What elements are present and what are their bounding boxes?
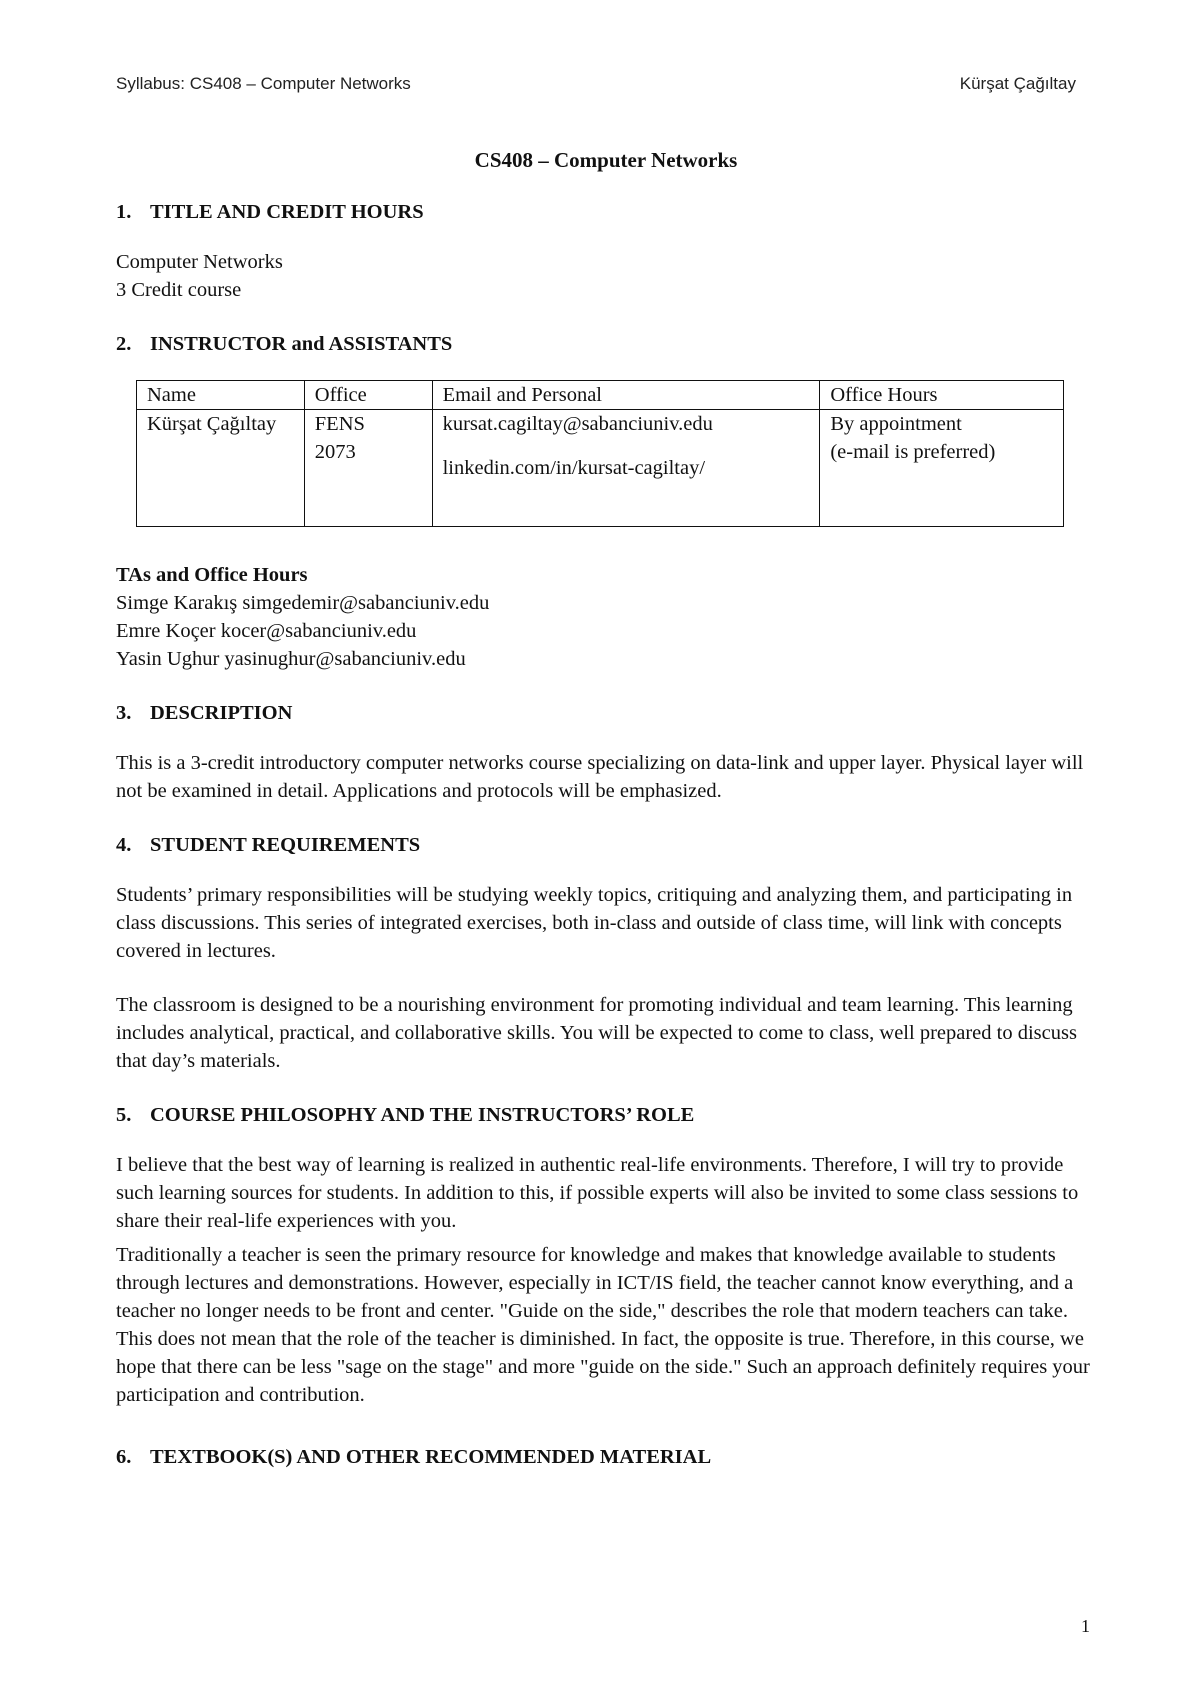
table-header-name: Name (137, 381, 305, 410)
instructor-hours-cell (820, 410, 1064, 527)
philosophy-paragraph-2: Traditionally a teacher is seen the primary resource for knowledge and makes that knowledge available to students through lectures and demonstrations. However, especially in ICT/IS field, the teacher cannot know everything, and a teacher no longer needs to be front and center. "Guide on the side," describes the role that modern teachers can take. This does not mean that the role of the teacher is diminished. In fact, the opposite is true. Therefore, in this course, we hope that there can be less "sage on the stage" and more "guide on the side." Such an approach definitely requires your participation and contribution. (116, 1244, 1090, 1406)
section-6-heading (116, 1443, 1096, 1471)
instructor-office-cell (304, 410, 432, 527)
instructor-contact-cell (432, 410, 820, 527)
instructor-name-cell (137, 410, 305, 527)
table-header-email: Email and Personal (432, 381, 820, 410)
table-header-office: Office (304, 381, 432, 410)
table-row (137, 410, 1064, 527)
office-building: FENS (314, 413, 365, 435)
running-header (116, 74, 1076, 94)
header-course-title: Syllabus: CS408 – Computer Networks (116, 74, 411, 93)
section-3-heading (116, 699, 1096, 727)
section-2-title: INSTRUCTOR and ASSISTANTS (150, 333, 453, 355)
section-2-heading (116, 330, 1096, 358)
instructor-table (136, 380, 1064, 527)
section-4-heading (116, 831, 1096, 859)
section-1-heading (116, 198, 1096, 226)
ta-list (116, 561, 1096, 673)
table-header-row (137, 381, 1064, 410)
ta-heading: TAs and Office Hours (116, 564, 308, 586)
list-item: Simge Karakış simgedemir@sabanciuniv.edu (116, 592, 490, 614)
office-hours-line-2: (e-mail is preferred) (830, 441, 996, 463)
office-hours-line-1: By appointment (830, 413, 962, 435)
section-1-title: TITLE AND CREDIT HOURS (150, 201, 424, 223)
section-1-number: 1. (116, 201, 132, 223)
section-5-heading (116, 1101, 1096, 1129)
section-6-number: 6. (116, 1446, 132, 1468)
philosophy-paragraph-1: I believe that the best way of learning is realized in authentic real-life environments. Therefore, I will try to provide such learning sources for students. In addition to this, if possible experts will also be invited to some class sessions to share their real-life experiences with you. (116, 1154, 1079, 1232)
document-body (116, 146, 1096, 1493)
page-number: 1 (1081, 1616, 1090, 1636)
list-item: Emre Koçer kocer@sabanciuniv.edu (116, 620, 417, 642)
requirements-paragraph-1: Students’ primary responsibilities will be studying weekly topics, critiquing and analyzing them, and participating in class discussions. This series of integrated exercises, both in-class and outside of class time, will link with concepts covered in lectures. (116, 884, 1073, 962)
document-title: CS408 – Computer Networks (474, 148, 738, 172)
office-room: 2073 (314, 441, 356, 463)
section-4-number: 4. (116, 834, 132, 856)
list-item: Yasin Ughur yasinughur@sabanciuniv.edu (116, 648, 466, 670)
section-3-number: 3. (116, 702, 132, 724)
header-author: Kürşat Çağıltay (959, 74, 1076, 93)
section-6-title: TEXTBOOK(S) AND OTHER RECOMMENDED MATERIAL (150, 1446, 712, 1468)
description-paragraph: This is a 3-credit introductory computer networks course specializing on data-link and upper layer. Physical layer will not be examined in detail. Applications and protocols will be emphasized. (116, 752, 1084, 802)
requirements-paragraph-2: The classroom is designed to be a nourishing environment for promoting individual and team learning. This learning includes analytical, practical, and collaborative skills. You will be expected to come to class, well prepared to discuss that day’s materials. (116, 994, 1077, 1072)
instructor-linkedin: linkedin.com/in/kursat-cagiltay/ (442, 457, 706, 479)
section-5-number: 5. (116, 1104, 132, 1126)
instructor-email: kursat.cagiltay@sabanciuniv.edu (442, 413, 713, 435)
section-1-body (116, 248, 1096, 304)
section-4-title: STUDENT REQUIREMENTS (150, 834, 421, 856)
section-5-title: COURSE PHILOSOPHY AND THE INSTRUCTORS’ ROLE (150, 1104, 695, 1126)
section-3-title: DESCRIPTION (150, 702, 293, 724)
section-2-number: 2. (116, 333, 132, 355)
credit-line: 3 Credit course (116, 279, 242, 301)
course-name-line: Computer Networks (116, 251, 283, 273)
instructor-name: Kürşat Çağıltay (147, 413, 277, 435)
table-header-office-hours: Office Hours (820, 381, 1064, 410)
